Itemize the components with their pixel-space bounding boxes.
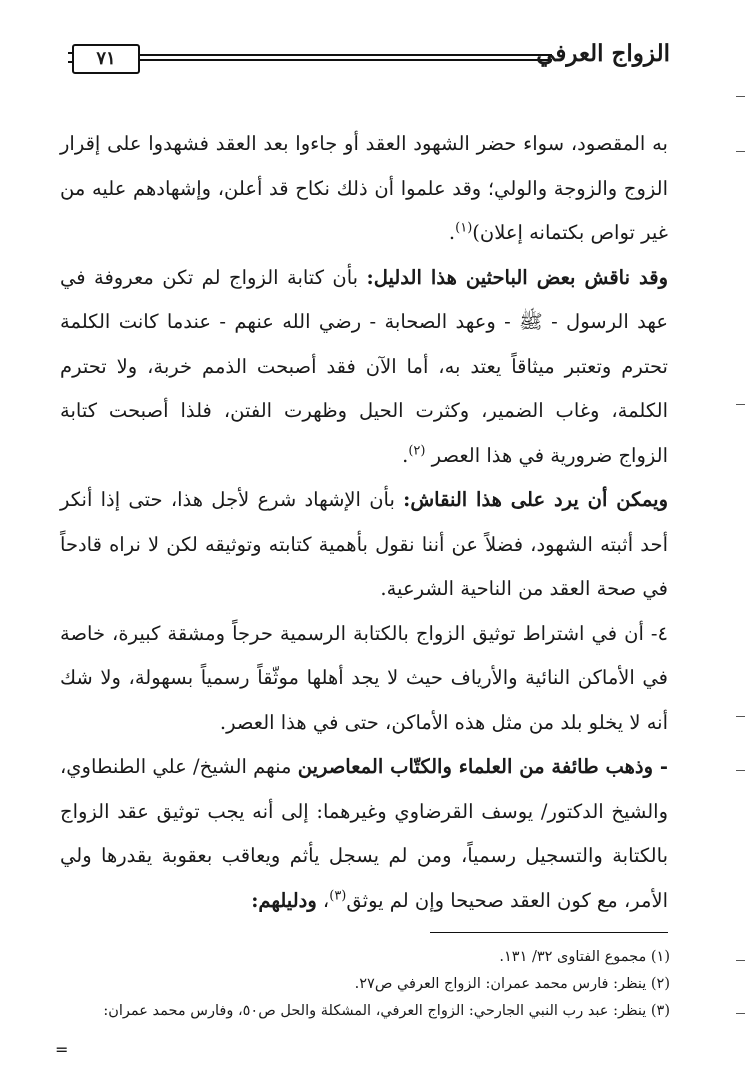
- paragraph-5-text: منهم الشيخ/ علي الطنطاوي، والشيخ الدكتور/ يوسف القرضاوي وغيرهما: إلى أنه يجب توثيق عقد الزواج بالكتابة والتسجيل رسمياً، ومن لم يسجل يأثم ويعاقب بعقوبة يقدرها ولي الأمر، مع كون العقد صحيحا وإن لم يوثق: [60, 755, 668, 912]
- footnote-separator: [430, 932, 668, 933]
- running-title: الزواج العرفي: [536, 40, 670, 67]
- paragraph-2-end: .: [402, 443, 409, 467]
- paragraph-1-end: .: [448, 221, 456, 244]
- paragraph-2-text: بأن كتابة الزواج لم تكن معروفة في عهد الرسول - ﷺ - وعهد الصحابة - رضي الله عنهم - عندما كانت الكلمة تحترم وتعتبر ميثاقاً يعتد به، أما الآن فقد أصبحت الذمم خربة، ولا تحترم الكلمة، وغاب الضمير، وكثرت الحيل وظهرت الفتن، فلذا أصبحت كتابة الزواج ضرورية في هذا العصر: [60, 265, 668, 467]
- paragraph-2-lead: وقد ناقش بعض الباحثين هذا الدليل:: [366, 265, 668, 289]
- margin-tick: [736, 960, 745, 961]
- paragraph-5-lead: - وذهب طائفة من العلماء والكتّاب المعاصرين: [297, 755, 668, 778]
- margin-tick: [736, 404, 745, 405]
- main-text: [60, 122, 668, 923]
- paragraph-5-separator: ،: [316, 888, 330, 912]
- paragraph-3-text: بأن الإشهاد شرع لأجل هذا، حتى إذا أنكر أحد أثبته الشهود، فضلاً عن أننا نقول بأهمية كتابته وتوثيقه لكن لا نراه قادحاً في صحة العقد من الناحية الشرعية.: [60, 488, 668, 600]
- footnotes: [40, 944, 670, 1025]
- margin-tick: [736, 770, 745, 771]
- paragraph-5-end: ودليلهم:: [251, 888, 317, 912]
- footnote-ref-2: (٢): [408, 443, 426, 458]
- footnote-1: (١) مجموع الفتاوى ٣٢/ ١٣١.: [499, 949, 670, 965]
- page-number: ٧١: [72, 44, 140, 74]
- paragraph-2: [60, 256, 668, 479]
- paragraph-1: [60, 122, 668, 256]
- page-header: [34, 38, 670, 78]
- paragraph-3: [60, 478, 668, 612]
- footnote-ref-1: (١): [455, 220, 473, 236]
- header-rule: [114, 54, 552, 61]
- footnote-ref-3: (٣): [329, 888, 347, 903]
- margin-tick: [736, 96, 745, 97]
- footnote-3: (٣) ينظر: عبد رب النبي الجارحي: الزواج العرفي، المشكلة والحل ص٥٠، وفارس محمد عمران:: [103, 1003, 670, 1019]
- paragraph-3-lead: ويمكن أن يرد على هذا النقاش:: [403, 488, 668, 511]
- paragraph-5: [60, 745, 668, 923]
- footnote-2: (٢) ينظر: فارس محمد عمران: الزواج العرفي ص٢٧.: [354, 976, 670, 992]
- paragraph-4: ٤- أن في اشتراط توثيق الزواج بالكتابة الرسمية حرجاً ومشقة كبيرة، خاصة في الأماكن النائية والأرياف حيث لا يجد أهلها موثّقاً رسمياً بسهولة، ولا شك أنه لا يخلو بلد من مثل هذه الأماكن، حتى في هذا العصر.: [60, 621, 668, 734]
- margin-tick: [736, 716, 745, 717]
- continuation-mark: =: [55, 1040, 69, 1059]
- margin-tick: [736, 151, 745, 152]
- margin-tick: [736, 1013, 745, 1014]
- paragraph-1-text: به المقصود، سواء حضر الشهود العقد أو جاءوا بعد العقد فشهدوا على إقرار الزوج والزوجة والولي؛ وقد علموا أن ذلك نكاح قد أعلن، وإشهادهم عليه من غير تواص بكتمانه إعلان): [60, 132, 668, 244]
